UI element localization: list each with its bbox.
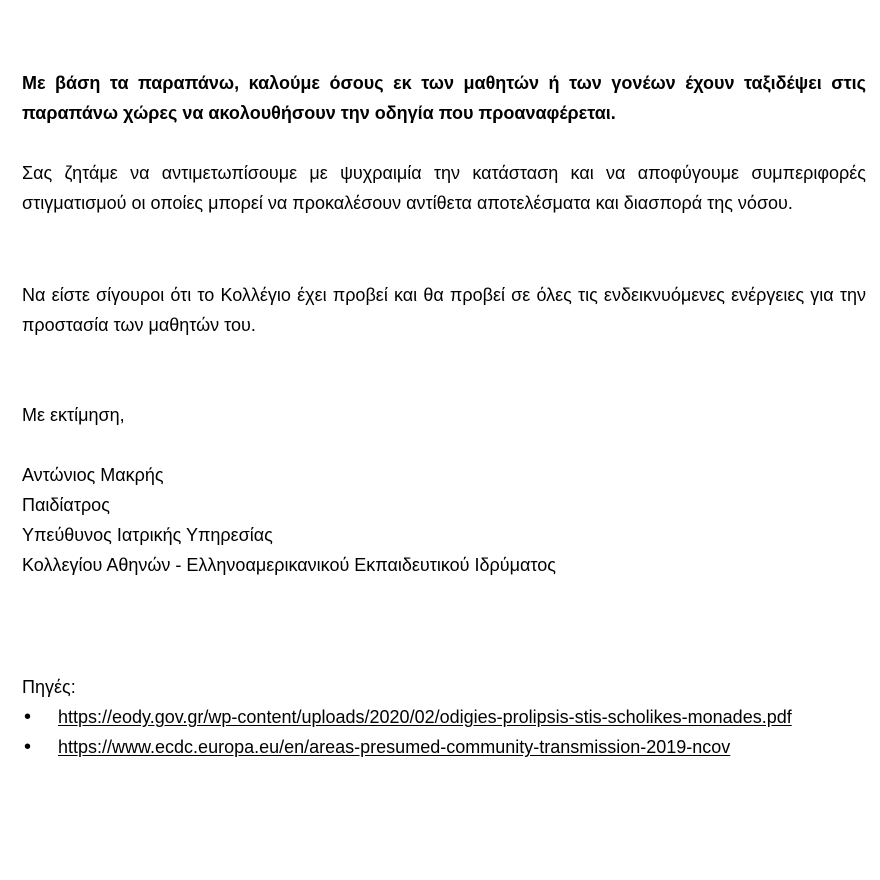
- signatory-name: Αντώνιος Μακρής: [22, 465, 164, 485]
- bullet-icon: •: [24, 736, 32, 758]
- source-item: [22, 702, 818, 732]
- signatory-role: Παιδίατρος: [22, 495, 110, 515]
- assurance-paragraph: Να είστε σίγουροι ότι το Κολλέγιο έχει προβεί και θα προβεί σε όλες τις ενδεικνυόμενες ενέργειες για την προστασία των μαθητών του.: [22, 285, 866, 335]
- sources-heading: Πηγές:: [22, 677, 76, 697]
- sources-list: [22, 702, 866, 762]
- source-item: [22, 732, 818, 762]
- calm-request-paragraph: Σας ζητάμε να αντιμετωπίσουμε με ψυχραιμία την κατάσταση και να αποφύγουμε συμπεριφορές στιγματισμού οι οποίες μπορεί να προκαλέσουν αντίθετα αποτελέσματα και διασπορά της νόσου.: [22, 163, 866, 213]
- source-link-eody[interactable]: https://eody.gov.gr/wp-content/uploads/2020/02/odigies-prolipsis-stis-scholikes-monades.pdf: [58, 707, 792, 727]
- instruction-paragraph: Με βάση τα παραπάνω, καλούμε όσους εκ των μαθητών ή των γονέων έχουν ταξιδέψει στις παραπάνω χώρες να ακολουθήσουν την οδηγία που προαναφέρεται.: [22, 73, 866, 123]
- signatory-institution: Κολλεγίου Αθηνών - Ελληνοαμερικανικού Εκπαιδευτικού Ιδρύματος: [22, 555, 556, 575]
- source-link-ecdc[interactable]: https://www.ecdc.europa.eu/en/areas-presumed-community-transmission-2019-ncov: [58, 737, 731, 757]
- signatory-position: Υπεύθυνος Ιατρικής Υπηρεσίας: [22, 525, 273, 545]
- bullet-icon: •: [24, 706, 32, 728]
- signature-block: [22, 460, 556, 580]
- closing-line: Με εκτίμηση,: [22, 405, 125, 425]
